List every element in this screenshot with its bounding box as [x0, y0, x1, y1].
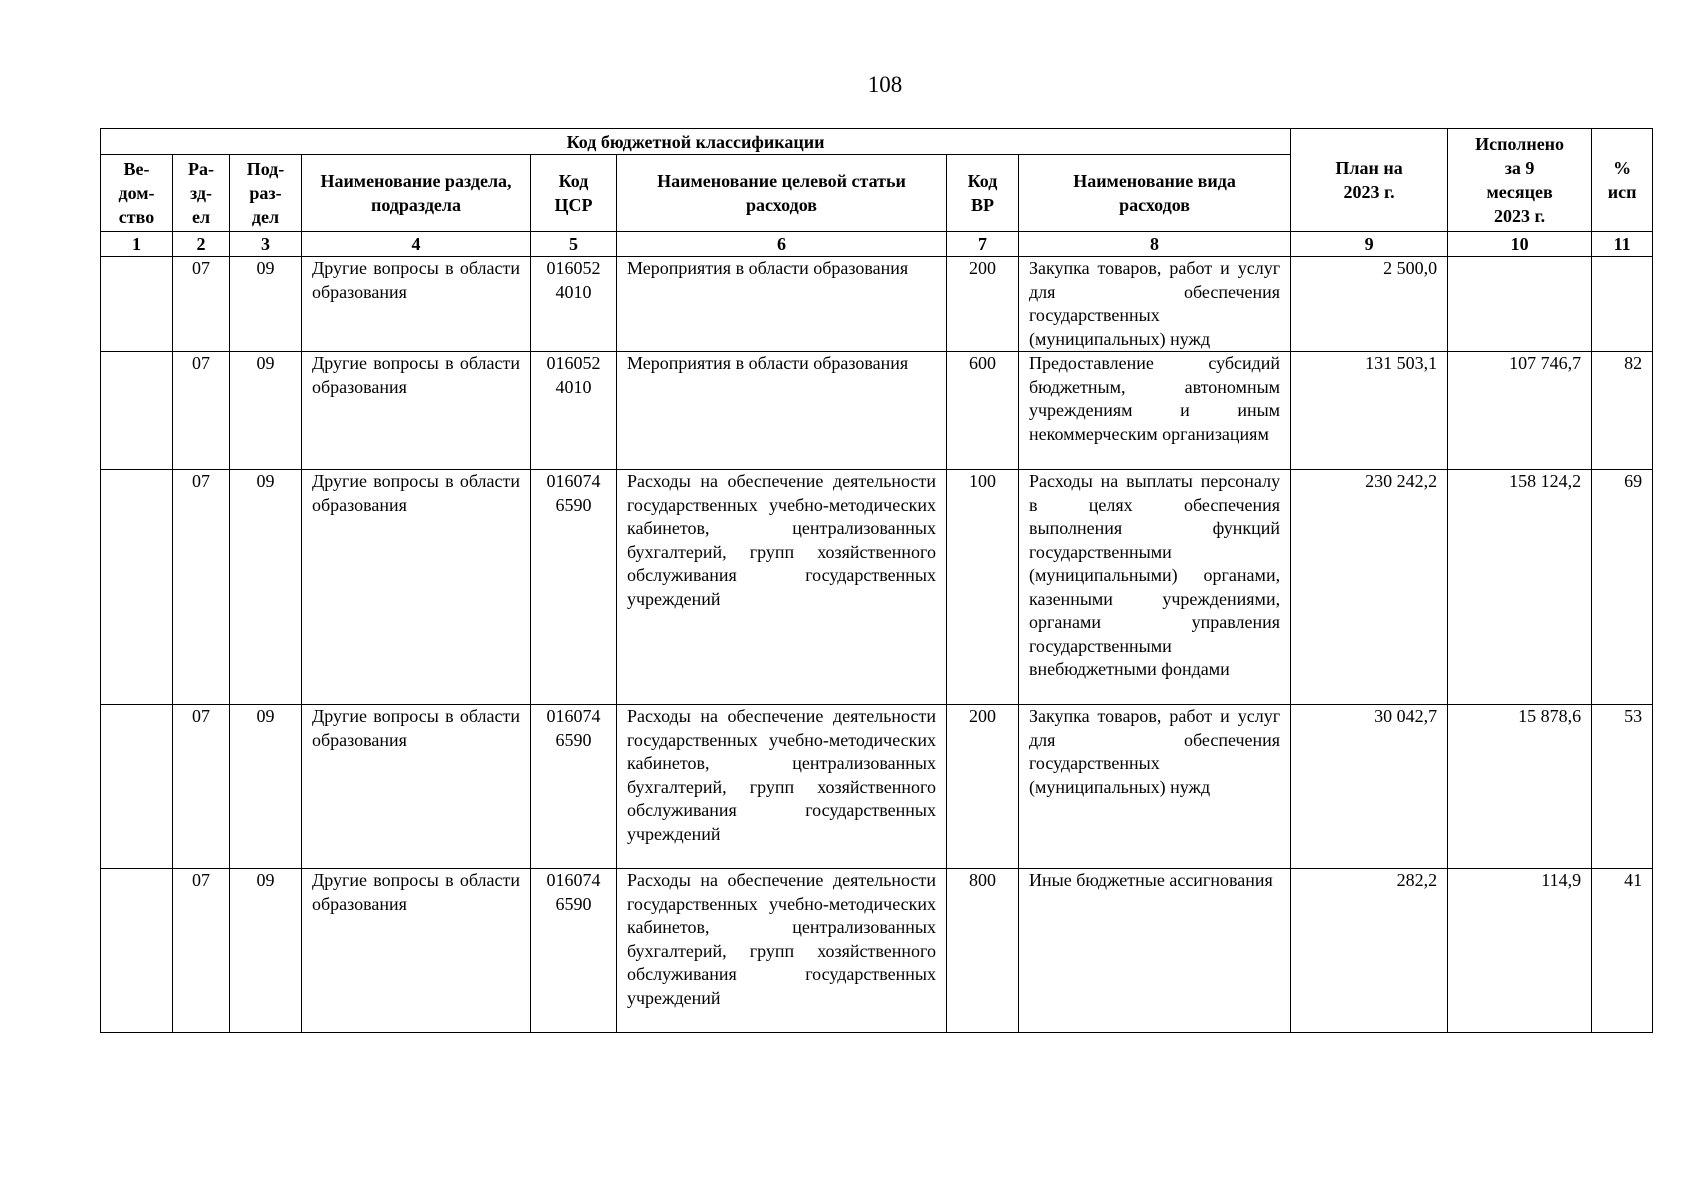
cell-razdel: 07: [173, 705, 230, 869]
col-header-razdel-name: Наименование раздела, подраздела: [302, 155, 531, 232]
col-header-vedomstvo: Ве- дом- ство: [101, 155, 173, 232]
col-header-target-name: Наименование целевой статьи расходов: [617, 155, 947, 232]
table-row: [101, 869, 1653, 1033]
cell-csr: 016074 6590: [531, 470, 617, 705]
col-number: 8: [1019, 232, 1291, 257]
cell-target-name: Расходы на обеспечение деятельности государственных учебно-методических кабинетов, централизованных бухгалтерий, групп хозяйственного обслуживания государственных учреждений: [617, 705, 947, 869]
col-header-plan: План на 2023 г.: [1291, 129, 1448, 232]
col-header-vr: Код ВР: [947, 155, 1019, 232]
cell-done: 15 878,6: [1448, 705, 1592, 869]
cell-razdel-name: Другие вопросы в области образования: [302, 705, 531, 869]
cell-csr: 016074 6590: [531, 705, 617, 869]
cell-razdel-name: Другие вопросы в области образования: [302, 352, 531, 470]
cell-pct: 69: [1592, 470, 1653, 705]
col-number: 4: [302, 232, 531, 257]
cell-razdel-name: Другие вопросы в области образования: [302, 257, 531, 352]
cell-done: [1448, 257, 1592, 352]
cell-vr-name: Закупка товаров, работ и услуг для обеспечения государственных (муниципальных) нужд: [1019, 257, 1291, 352]
table-row: [101, 470, 1653, 705]
col-number: 10: [1448, 232, 1592, 257]
cell-vedomstvo: [101, 352, 173, 470]
cell-pct: 82: [1592, 352, 1653, 470]
cell-vr: 200: [947, 257, 1019, 352]
cell-target-name: Расходы на обеспечение деятельности государственных учебно-методических кабинетов, централизованных бухгалтерий, групп хозяйственного обслуживания государственных учреждений: [617, 470, 947, 705]
cell-target-name: Расходы на обеспечение деятельности государственных учебно-методических кабинетов, централизованных бухгалтерий, групп хозяйственного обслуживания государственных учреждений: [617, 869, 947, 1033]
table-row: [101, 257, 1653, 352]
cell-csr: 016052 4010: [531, 257, 617, 352]
col-header-csr: Код ЦСР: [531, 155, 617, 232]
cell-pct: 41: [1592, 869, 1653, 1033]
col-number: 3: [230, 232, 302, 257]
cell-pct: 53: [1592, 705, 1653, 869]
cell-done: 158 124,2: [1448, 470, 1592, 705]
cell-plan: 30 042,7: [1291, 705, 1448, 869]
cell-razdel: 07: [173, 470, 230, 705]
cell-target-name: Мероприятия в области образования: [617, 257, 947, 352]
cell-csr: 016052 4010: [531, 352, 617, 470]
col-number: 9: [1291, 232, 1448, 257]
cell-done: 107 746,7: [1448, 352, 1592, 470]
cell-plan: 282,2: [1291, 869, 1448, 1033]
cell-podrazdel: 09: [230, 470, 302, 705]
cell-csr: 016074 6590: [531, 869, 617, 1033]
col-header-pct: % исп: [1592, 129, 1653, 232]
cell-done: 114,9: [1448, 869, 1592, 1033]
page-number: 108: [867, 72, 903, 97]
col-number: 1: [101, 232, 173, 257]
cell-vr-name: Расходы на выплаты персоналу в целях обеспечения выполнения функций государственными (муниципальными) органами, казенными учреждениями, органами управления государственными внебюджетными фондами: [1019, 470, 1291, 705]
cell-podrazdel: 09: [230, 869, 302, 1033]
cell-plan: 230 242,2: [1291, 470, 1448, 705]
col-number: 2: [173, 232, 230, 257]
budget-classification-header: Код бюджетной классификации: [101, 129, 1291, 155]
table-row: [101, 705, 1653, 869]
cell-vedomstvo: [101, 705, 173, 869]
table-row: [101, 352, 1653, 470]
cell-podrazdel: 09: [230, 705, 302, 869]
col-number: 7: [947, 232, 1019, 257]
col-header-podrazdel: Под- раз- дел: [230, 155, 302, 232]
cell-razdel-name: Другие вопросы в области образования: [302, 470, 531, 705]
cell-vedomstvo: [101, 470, 173, 705]
cell-vedomstvo: [101, 869, 173, 1033]
cell-vr: 100: [947, 470, 1019, 705]
cell-razdel: 07: [173, 257, 230, 352]
col-header-done: Исполнено за 9 месяцев 2023 г.: [1448, 129, 1592, 232]
cell-target-name: Мероприятия в области образования: [617, 352, 947, 470]
col-number: 11: [1592, 232, 1653, 257]
col-header-vr-name: Наименование вида расходов: [1019, 155, 1291, 232]
cell-pct: [1592, 257, 1653, 352]
cell-vr-name: Предоставление субсидий бюджетным, автономным учреждениям и иным некоммерческим организациям: [1019, 352, 1291, 470]
budget-table: [100, 128, 1653, 1033]
col-number: 6: [617, 232, 947, 257]
cell-vedomstvo: [101, 257, 173, 352]
cell-razdel: 07: [173, 352, 230, 470]
cell-vr: 200: [947, 705, 1019, 869]
cell-plan: 2 500,0: [1291, 257, 1448, 352]
cell-vr-name: Иные бюджетные ассигнования: [1019, 869, 1291, 1033]
cell-vr-name: Закупка товаров, работ и услуг для обеспечения государственных (муниципальных) нужд: [1019, 705, 1291, 869]
cell-plan: 131 503,1: [1291, 352, 1448, 470]
col-header-razdel: Ра- зд- ел: [173, 155, 230, 232]
cell-razdel: 07: [173, 869, 230, 1033]
cell-podrazdel: 09: [230, 257, 302, 352]
cell-vr: 600: [947, 352, 1019, 470]
cell-razdel-name: Другие вопросы в области образования: [302, 869, 531, 1033]
cell-podrazdel: 09: [230, 352, 302, 470]
cell-vr: 800: [947, 869, 1019, 1033]
col-number: 5: [531, 232, 617, 257]
